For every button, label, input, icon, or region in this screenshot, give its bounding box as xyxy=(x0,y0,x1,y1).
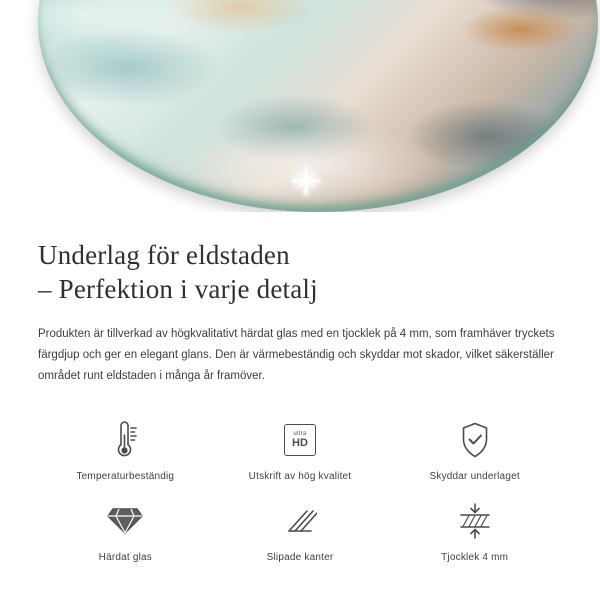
polished-edges-icon xyxy=(283,498,317,544)
thermometer-icon xyxy=(108,417,142,463)
marble-glass-disc-icon xyxy=(38,0,598,212)
feature-label: Skyddar underlaget xyxy=(429,471,520,482)
feature-label: Härdat glas xyxy=(98,552,152,563)
hero-image xyxy=(0,0,600,212)
feature-item-print-quality xyxy=(213,417,388,482)
description-paragraph: Produkten är tillverkad av högkvalitativt härdat glas med en tjocklek på 4 mm, som framhäver tryckets färgdjup och ger en elegant glans. Den är värmebeständig och skyddar mot skador, vilket säkerställer området runt eldstaden i många år framöver. xyxy=(38,328,555,382)
feature-item-protection xyxy=(387,417,562,482)
feature-grid xyxy=(38,417,562,563)
page-title xyxy=(38,238,562,306)
feature-label: Utskrift av hög kvalitet xyxy=(248,471,352,482)
feature-item-temperature xyxy=(38,417,213,482)
shield-check-icon xyxy=(458,417,492,463)
headline-line-1: Underlag för eldstaden xyxy=(38,240,290,270)
feature-item-tempered-glass xyxy=(38,498,213,563)
ultra-hd-icon xyxy=(284,417,316,463)
ultra-hd-top-label: ultra xyxy=(293,431,307,437)
thickness-arrows-icon xyxy=(455,498,495,544)
feature-label: Temperaturbeständig xyxy=(76,471,175,482)
feature-item-thickness xyxy=(387,498,562,563)
diamond-icon xyxy=(106,498,144,544)
headline-line-2: – Perfektion i varje detalj xyxy=(38,274,318,304)
content-block xyxy=(0,212,600,563)
feature-label: Tjocklek 4 mm xyxy=(441,552,509,563)
ultra-hd-bottom-label: HD xyxy=(292,437,308,449)
feature-label: Slipade kanter xyxy=(266,552,334,563)
feature-item-polished-edges xyxy=(213,498,388,563)
